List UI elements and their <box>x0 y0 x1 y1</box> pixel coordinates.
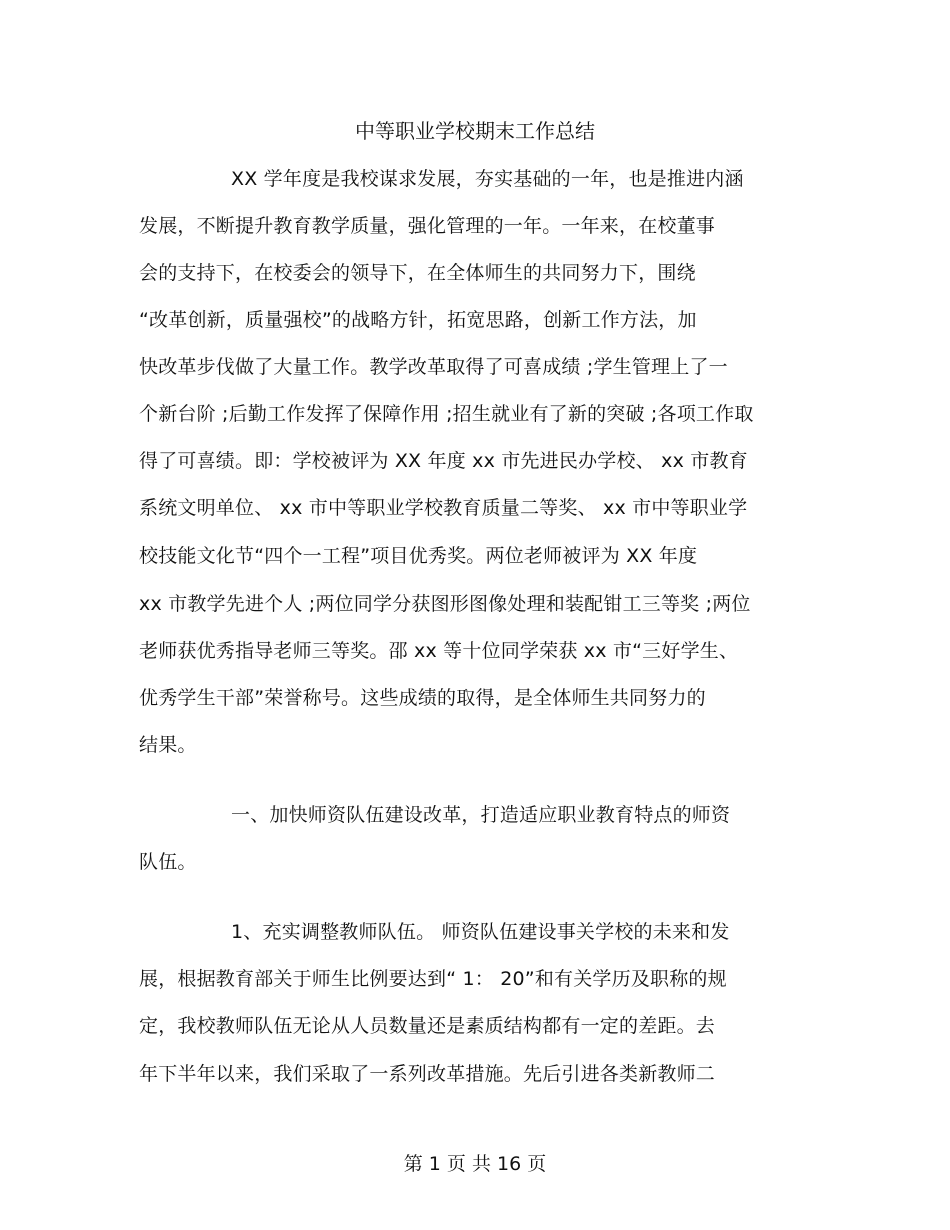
paragraph-line: 展，根据教育部关于师生比例要达到“ 1： 20”和有关学历及职称的规 <box>139 968 727 990</box>
paragraph-line: 得了可喜绩。即：学校被评为 XX 年度 xx 市先进民办学校、 xx 市教育 <box>139 450 748 472</box>
document-title: 中等职业学校期末工作总结 <box>355 119 595 143</box>
paragraph-line: 结果。 <box>139 734 197 756</box>
section-heading-line: 队伍。 <box>139 851 197 873</box>
paragraph-line: “改革创新，质量强校”的战略方针，拓宽思路，创新工作方法，加 <box>139 309 697 331</box>
page-number-footer: 第 1 页 共 16 页 <box>403 1153 547 1175</box>
paragraph-line: 系统文明单位、 xx 市中等职业学校教育质量二等奖、 xx 市中等职业学 <box>139 497 748 519</box>
paragraph-line: 优秀学生干部”荣誉称号。这些成绩的取得，是全体师生共同努力的 <box>139 687 706 709</box>
paragraph-line: 会的支持下，在校委会的领导下，在全体师生的共同努力下，围绕 <box>139 262 696 284</box>
paragraph-line: 老师获优秀指导老师三等奖。邵 xx 等十位同学荣获 xx 市“三好学生、 <box>139 640 739 662</box>
paragraph-line: 发展，不断提升教育教学质量，强化管理的一年。一年来，在校董事 <box>139 215 716 237</box>
section-heading-line: 一、加快师资队伍建设改革，打造适应职业教育特点的师资 <box>231 804 731 826</box>
paragraph-line: 1、充实调整教师队伍。 师资队伍建设事关学校的未来和发 <box>231 921 730 943</box>
paragraph-line: xx 市教学先进个人 ;两位同学分获图形图像处理和装配钳工三等奖 ;两位 <box>139 593 751 615</box>
paragraph-line: 个新台阶 ;后勤工作发挥了保障作用 ;招生就业有了新的突破 ;各项工作取 <box>139 403 754 425</box>
paragraph-line: 校技能文化节“四个一工程”项目优秀奖。两位老师被评为 XX 年度 <box>139 545 698 567</box>
paragraph-line: 年下半年以来，我们采取了一系列改革措施。先后引进各类新教师二 <box>139 1063 716 1085</box>
paragraph-line: XX 学年度是我校谋求发展，夯实基础的一年，也是推进内涵 <box>231 168 744 190</box>
paragraph-line: 定，我校教师队伍无论从人员数量还是素质结构都有一定的差距。去 <box>139 1015 716 1037</box>
paragraph-line: 快改革步伐做了大量工作。教学改革取得了可喜成绩 ;学生管理上了一 <box>139 356 728 378</box>
